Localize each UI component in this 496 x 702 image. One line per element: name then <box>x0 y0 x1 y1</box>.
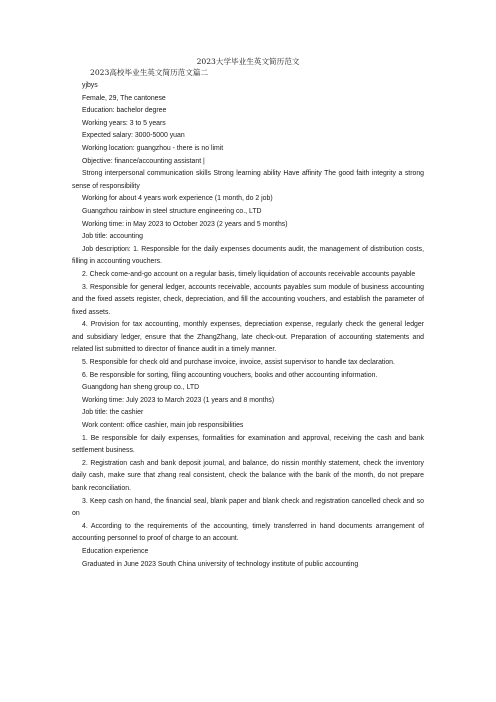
body-paragraph: Guangdong han sheng group co., LTD <box>82 384 200 392</box>
body-paragraph: Working time: in May 2023 to October 2023 (2 years and 5 months) <box>82 220 288 228</box>
body-paragraph: Work content: office cashier, main job responsibilities <box>82 422 244 430</box>
document-body <box>72 80 424 571</box>
body-paragraph: 2. Registration cash and bank deposit journal, and balance, do nissin monthly statement, check the inventory daily cash, make sure that zhang real consistent, check the balance with the bank of the month, do not prepare bank reconciliation. <box>72 459 424 492</box>
body-paragraph: Working years: 3 to 5 years <box>82 119 166 127</box>
body-paragraph: Objective: finance/accounting assistant | <box>82 157 205 165</box>
document-content <box>72 57 424 571</box>
body-paragraph: Job title: accounting <box>82 233 143 241</box>
body-paragraph: Job description: 1. Responsible for the daily expenses documents audit, the management of distribution costs, filling in accounting vouchers. <box>72 245 424 266</box>
body-paragraph: 4. Provision for tax accounting, monthly expenses, depreciation expense, regularly check the general ledger and subsidiary ledger, ensure that the ZhangZhang, late check-out. Preparation of accounting statements and related list submitted to director of finance audit in a timely manner. <box>72 321 424 354</box>
body-paragraph: Graduated in June 2023 South China university of technology institute of public accounting <box>82 560 359 568</box>
body-paragraph: Expected salary: 3000-5000 yuan <box>82 132 185 140</box>
body-paragraph: Education: bachelor degree <box>82 107 167 115</box>
body-paragraph: Strong interpersonal communication skills Strong learning ability Have affinity The good faith integrity a strong sense of responsibility <box>72 170 424 190</box>
body-paragraph: Guangzhou rainbow in steel structure engineering co., LTD <box>82 207 262 215</box>
body-paragraph: Job title: the cashier <box>82 409 144 417</box>
body-paragraph: 2. Check come-and-go account on a regular basis, timely liquidation of accounts receivable accounts payable <box>82 270 416 278</box>
body-paragraph: 6. Be responsible for sorting, filing accounting vouchers, books and other accounting information. <box>82 371 378 379</box>
body-paragraph: yjbys <box>82 82 98 89</box>
body-paragraph: Working location: guangzhou - there is no limit <box>82 144 224 152</box>
body-paragraph: 5. Responsible for check old and purchase invoice, invoice, assist supervisor to handle tax declaration. <box>82 359 395 367</box>
body-paragraph: Working for about 4 years work experience (1 month, do 2 job) <box>82 195 273 203</box>
body-paragraph: Female, 29, The cantonese <box>82 94 166 102</box>
body-paragraph: 3. Keep cash on hand, the financial seal, blank paper and blank check and registration cancelled check and so on <box>72 497 424 518</box>
body-paragraph: 1. Be responsible for daily expenses, formalities for examination and approval, receiving the cash and bank settlement business. <box>72 434 424 455</box>
document-title: 2023大学毕业生英文简历范文 <box>196 57 300 66</box>
body-paragraph: 4. According to the requirements of the accounting, timely transferred in hand documents arrangement of accounting personnel to proof of charge to an account. <box>72 522 424 543</box>
body-paragraph: Working time: July 2023 to March 2023 (1 years and 8 months) <box>82 396 275 404</box>
body-paragraph: Education experience <box>82 547 149 555</box>
document-subtitle: 2023高校毕业生英文简历范文篇二 <box>90 68 209 77</box>
body-paragraph: 3. Responsible for general ledger, accounts receivable, accounts payables sum module of business accounting and the fixed assets register, check, depreciation, and fill the accounting vouchers, and establish the parameter of fixed assets. <box>72 283 424 316</box>
